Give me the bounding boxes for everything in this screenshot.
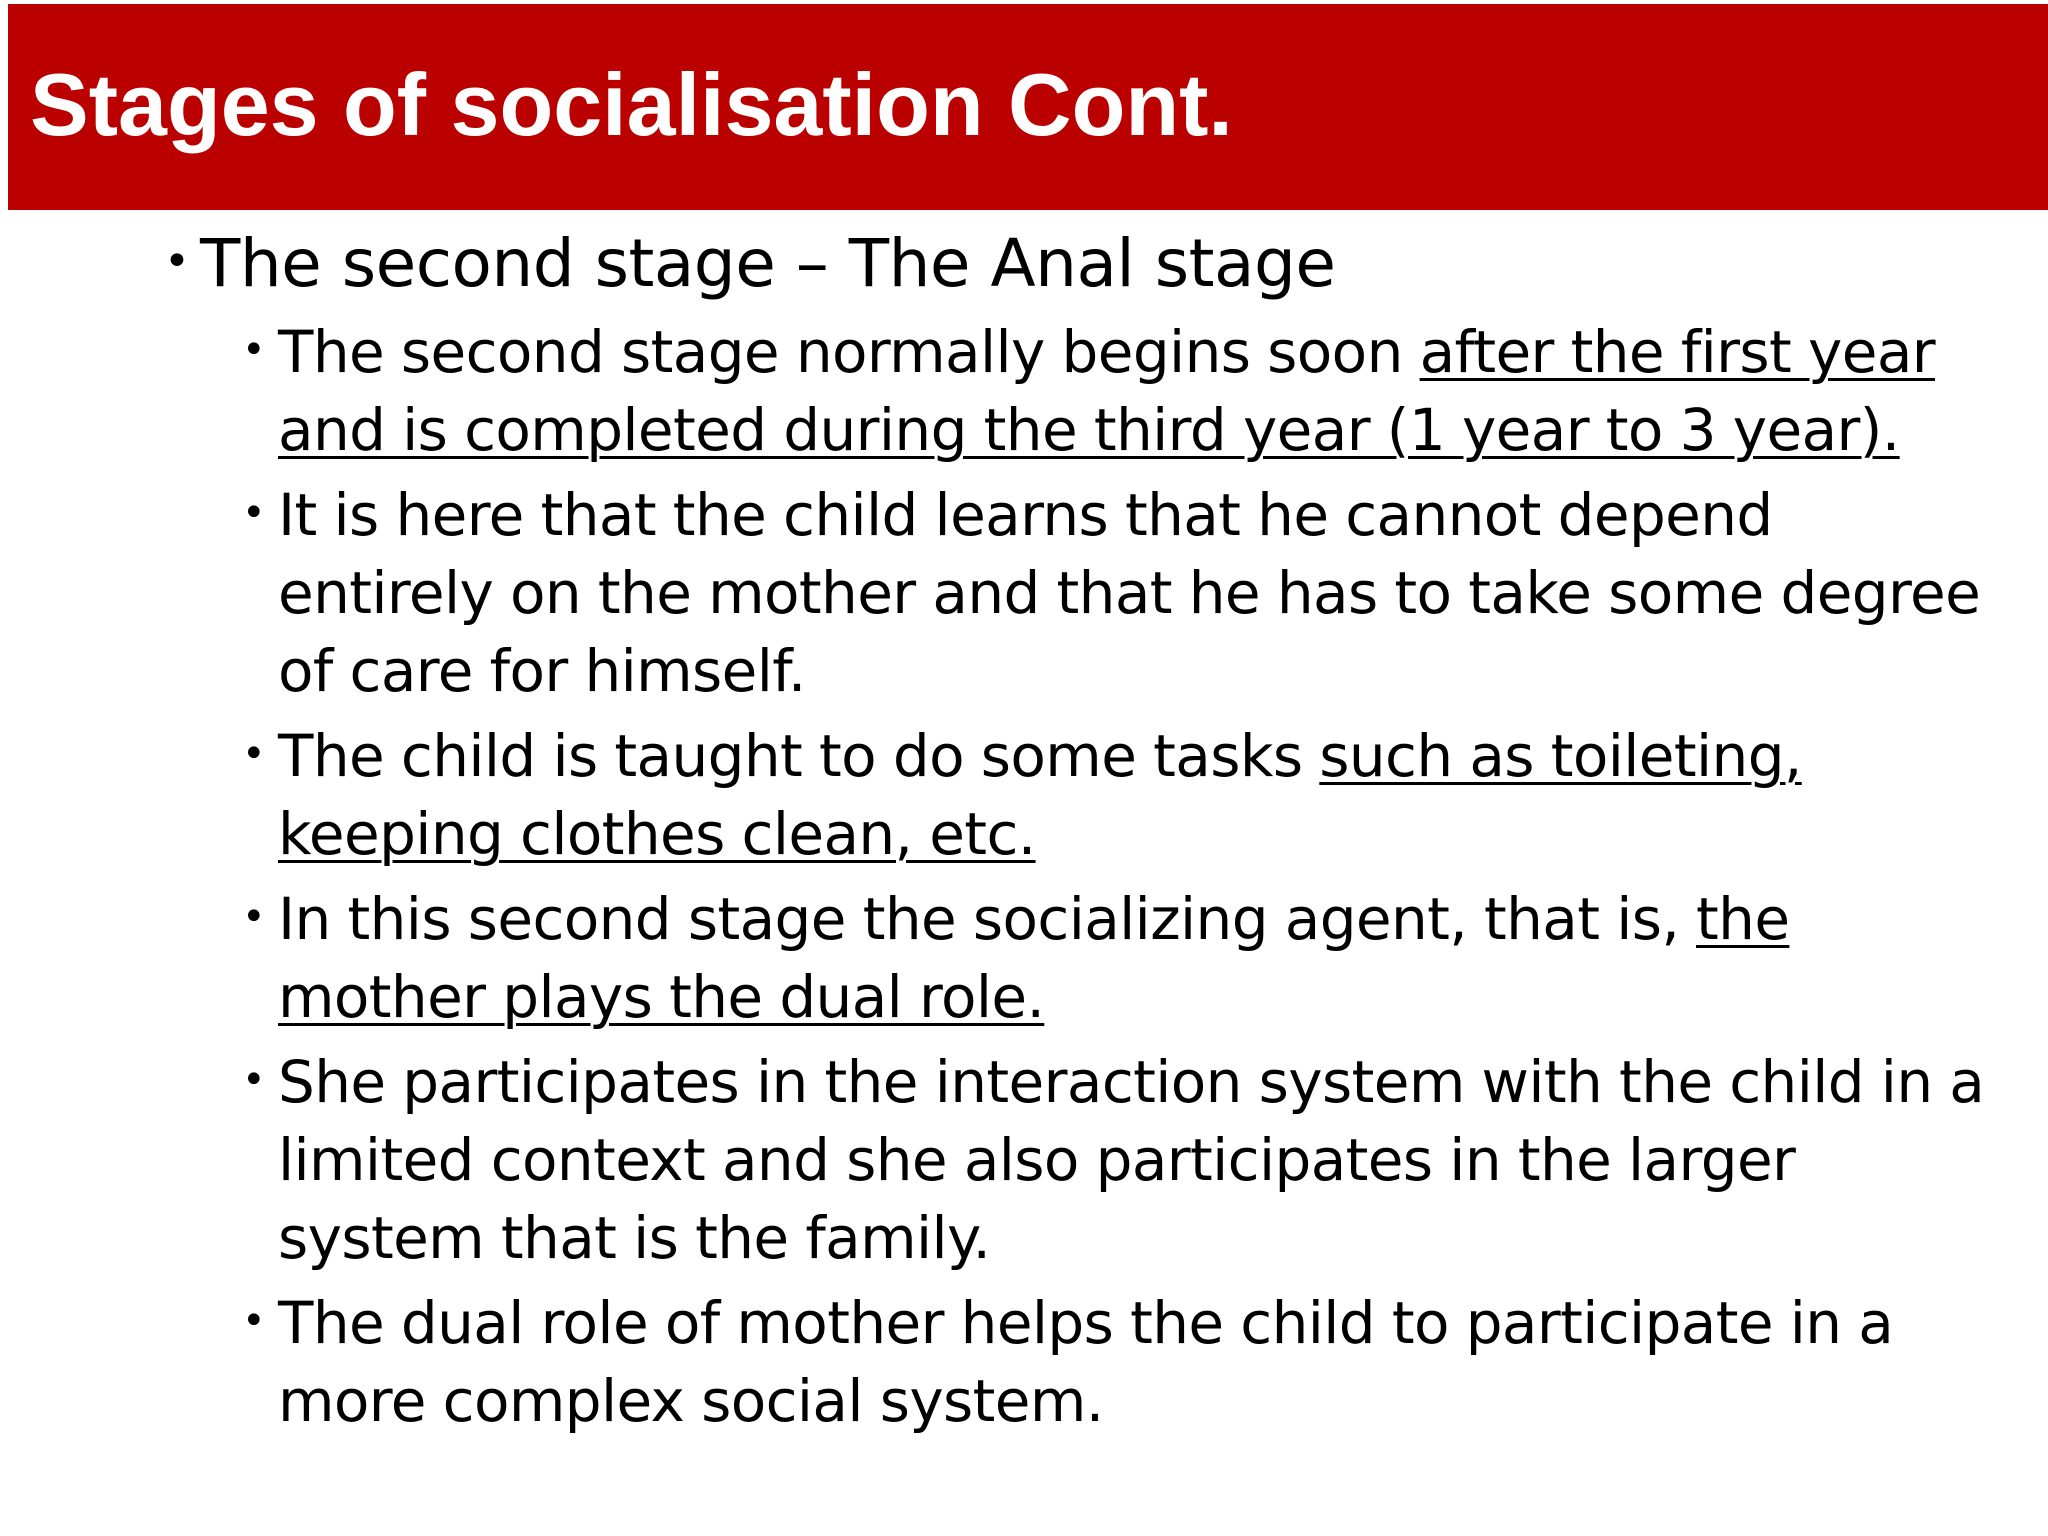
main-bullet xyxy=(164,222,2048,306)
sub-bullet-2 xyxy=(242,476,1998,710)
sub-bullet-3 xyxy=(242,717,1998,873)
sub-bullet-5 xyxy=(242,1043,1998,1277)
bullet-dot-icon: • xyxy=(242,327,265,373)
sub-bullet-4 xyxy=(242,880,1998,1036)
bullet-dot-icon: • xyxy=(242,490,265,536)
main-bullet-text: The second stage – The Anal stage xyxy=(200,225,1336,302)
slide-content xyxy=(0,222,2048,1440)
sub-bullet-text: It is here that the child learns that he cannot depend entirely on the mother and that he has to take some degree of care for himself. xyxy=(278,481,1981,705)
slide-title: Stages of socialisation Cont. xyxy=(30,55,1233,154)
underlined-text: the mother plays the dual role. xyxy=(278,885,1790,1031)
sub-bullet-text: The child is taught to do some tasks xyxy=(278,722,1320,790)
underlined-text: after the first year and is completed during the third year (1 year to 3 year). xyxy=(278,318,1936,464)
sub-bullet-text: She participates in the interaction system with the child in a limited context and she also participates in the larger system that is the family. xyxy=(278,1048,1985,1272)
bullet-dot-icon: • xyxy=(242,894,265,940)
sub-bullet-text: In this second stage the socializing agent, that is, xyxy=(278,885,1697,953)
bullet-dot-icon: • xyxy=(242,1298,265,1344)
bullet-dot-icon: • xyxy=(164,236,190,287)
sub-bullet-6 xyxy=(242,1284,1998,1440)
bullet-dot-icon: • xyxy=(242,731,265,777)
title-bar xyxy=(8,4,2048,210)
sub-bullet-text: The second stage normally begins soon xyxy=(278,318,1420,386)
sub-bullet-1 xyxy=(242,313,1998,469)
underlined-text: such as toileting, keeping clothes clean, etc. xyxy=(278,722,1802,868)
sub-bullet-text: The dual role of mother helps the child to participate in a more complex social system. xyxy=(278,1289,1894,1435)
bullet-dot-icon: • xyxy=(242,1057,265,1103)
